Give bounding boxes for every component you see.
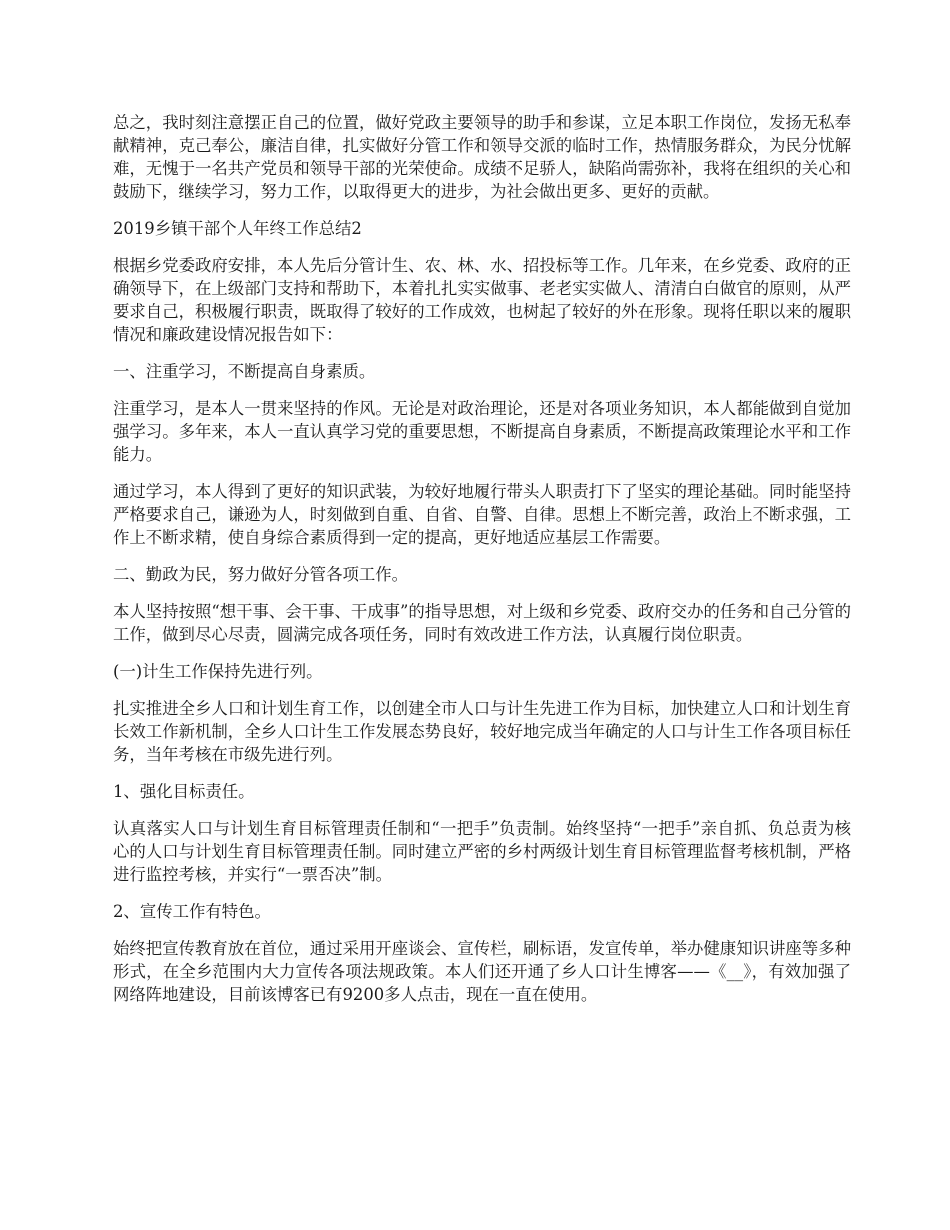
document-body <box>113 111 851 1020</box>
paragraph-publicity-education: 始终把宣传教育放在首位，通过采用开座谈会、宣传栏，刷标语，发宣传单，举办健康知识讲座等多种形式，在全乡范围内大力宣传各项法规政策。本人们还开通了乡人口计生博客——《__》，有效加强了网络阵地建设，目前该博客已有9200多人点击，现在一直在使用。 <box>113 939 851 1004</box>
paragraph-guiding-thought: 本人坚持按照“想干事、会干事、干成事”的指导思想，对上级和乡党委、政府交办的任务和自己分管的工作，做到尽心尽责，圆满完成各项任务，同时有效改进工作方法，认真履行岗位职责。 <box>113 602 851 644</box>
paragraph-learning-style: 注重学习，是本人一贯来坚持的作风。无论是对政治理论，还是对各项业务知识，本人都能做到自觉加强学习。多年来，本人一直认真学习党的重要思想，不断提高自身素质，不断提高政策理论水平和工作能力。 <box>113 399 851 464</box>
paragraph-learning-results: 通过学习，本人得到了更好的知识武装，为较好地履行带头人职责打下了坚实的理论基础。同时能坚持严格要求自己，谦逊为人，时刻做到自重、自省、自警、自律。思想上不断完善，政治上不断求强，工作上不断求精，使自身综合素质得到一定的提高，更好地适应基层工作需要。 <box>113 482 851 547</box>
subheading-target-responsibility: 1、强化目标责任。 <box>113 782 255 801</box>
heading-focus-on-learning: 一、注重学习，不断提高自身素质。 <box>113 362 376 381</box>
paragraph-responsibility-system: 认真落实人口与计划生育目标管理责任制和“一把手”负责制。始终坚持“一把手”亲自抓、负总责为核心的人口与计划生育目标管理责任制。同时建立严密的乡村两级计划生育目标管理监督考核机制，严格进行监控考核，并实行“一票否决”制。 <box>113 819 851 884</box>
subheading-publicity-work: 2、宣传工作有特色。 <box>113 902 271 921</box>
paragraph-summary-conclusion: 总之，我时刻注意摆正自己的位置，做好党政主要领导的助手和参谋，立足本职工作岗位，发扬无私奉献精神，克己奉公，廉洁自律，扎实做好分管工作和领导交派的临时工作，热情服务群众，为民分忧解难，无愧于一名共产党员和领导干部的光荣使命。成绩不足骄人，缺陷尚需弥补，我将在组织的关心和鼓励下，继续学习，努力工作，以取得更大的进步，为社会做出更多、更好的贡献。 <box>113 113 851 201</box>
paragraph-introduction: 根据乡党委政府安排，本人先后分管计生、农、林、水、招投标等工作。几年来，在乡党委、政府的正确领导下，在上级部门支持和帮助下，本着扎扎实实做事、老老实实做人、清清白白做官的原则，从严要求自己，积极履行职责，既取得了较好的工作成效，也树起了较好的外在形象。现将任职以来的履职情况和廉政建设情况报告如下： <box>113 256 851 344</box>
heading-diligent-governance: 二、勤政为民，努力做好分管各项工作。 <box>113 565 409 584</box>
subheading-family-planning: (一)计生工作保持先进行列。 <box>113 662 323 681</box>
paragraph-family-planning-progress: 扎实推进全乡人口和计划生育工作，以创建全市人口与计生先进工作为目标，加快建立人口和计划生育长效工作新机制，全乡人口计生工作发展态势良好，较好地完成当年确定的人口与计生工作各项目标任务，当年考核在市级先进行列。 <box>113 699 851 764</box>
section-title-2019-summary-2: 2019乡镇干部个人年终工作总结2 <box>113 219 362 238</box>
